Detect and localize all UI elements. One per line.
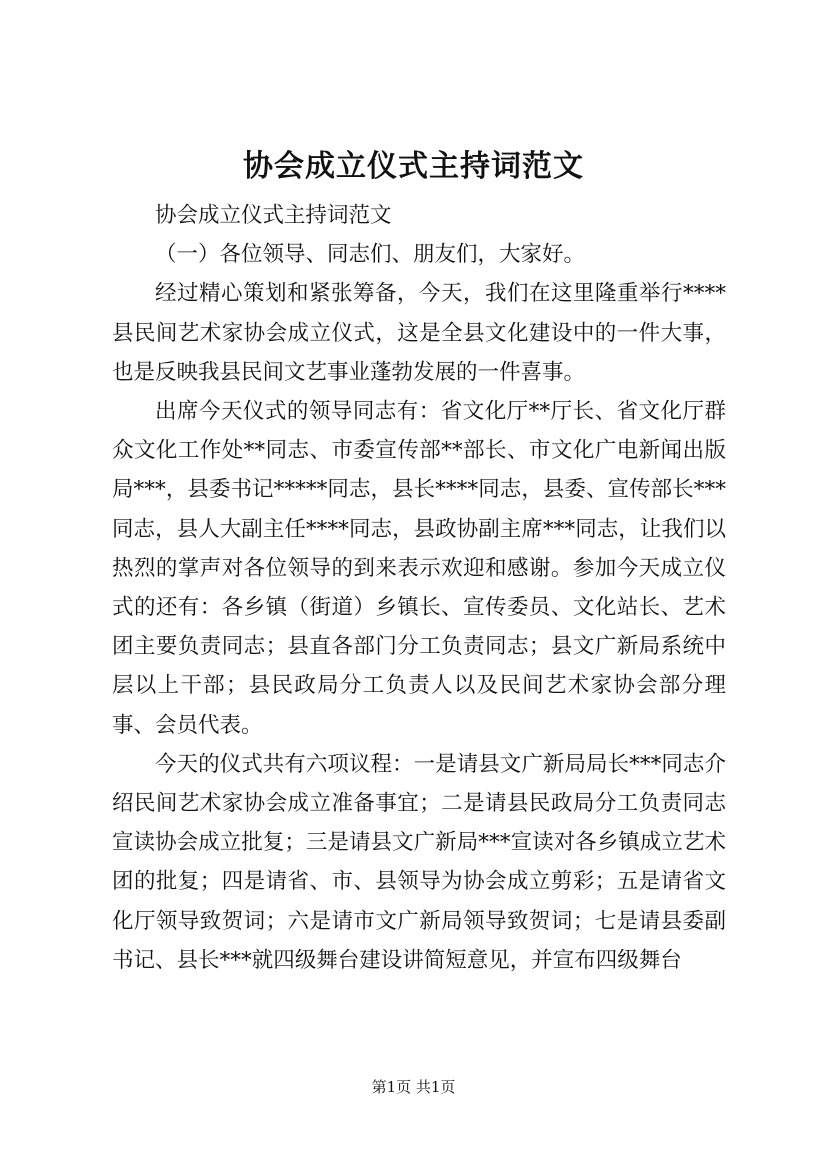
page-number: 第1页 共1页 [371,1078,456,1096]
document-title: 协会成立仪式主持词范文 [243,149,584,184]
paragraph-attendees: 出席今天仪式的领导同志有：省文化厅**厅长、省文化厅群众文化工作处**同志、市委宣传部**部长、市文化广电新闻出版局***，县委书记*****同志，县长****同志，县委、宣传部长***同志，县人大副主任****同志，县政协副主席***同志，让我们以热烈的掌声对各位领导的到来表示欢迎和感谢。参加今天成立仪式的还有：各乡镇（街道）乡镇长、宣传委员、文化站长、艺术团主要负责同志；县直各部门分工负责同志；县文广新局系统中层以上干部；县民政局分工负责人以及民间艺术家协会部分理事、会员代表。 [112,399,726,738]
document-body [112,196,726,980]
paragraph-greeting: （一）各位领导、同志们、朋友们，大家好。 [155,242,586,268]
paragraph-subtitle: 协会成立仪式主持词范文 [155,203,392,228]
paragraph-intro: 经过精心策划和紧张筹备，今天，我们在这里隆重举行****县民间艺术家协会成立仪式，这是全县文化建设中的一件大事，也是反映我县民间文艺事业蓬勃发展的一件喜事。 [112,281,726,385]
paragraph-agenda: 今天的仪式共有六项议程：一是请县文广新局局长***同志介绍民间艺术家协会成立准备事宜；二是请县民政局分工负责同志宣读协会成立批复；三是请县文广新局***宣读对各乡镇成立艺术团的批复；四是请省、市、县领导为协会成立剪彩；五是请省文化厅领导致贺词；六是请市文广新局领导致贺词；七是请县委副书记、县长***就四级舞台建设讲简短意见，并宣布四级舞台 [112,751,726,973]
